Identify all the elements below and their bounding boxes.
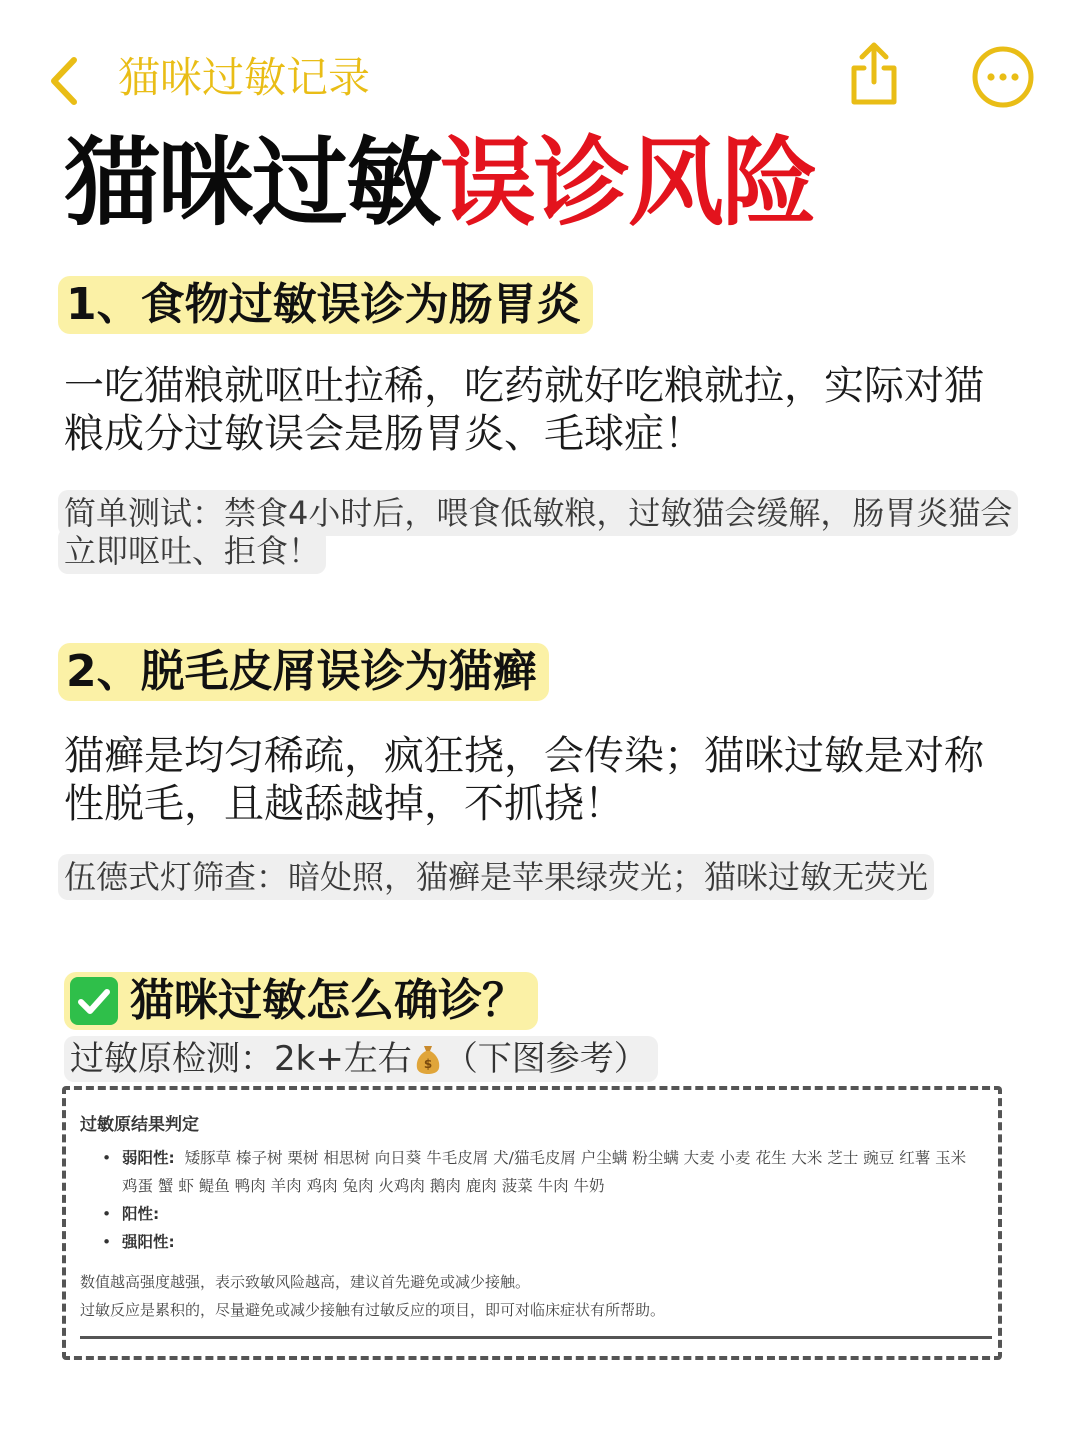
report-row-label: 弱阳性: <box>122 1149 175 1167</box>
report-title: 过敏原结果判定 <box>80 1115 199 1135</box>
share-icon <box>840 40 908 108</box>
section-1-body: 一吃猫粮就呕吐拉稀，吃药就好吃粮就拉，实际对猫粮成分过敏误会是肠胃炎、毛球症！ <box>64 363 984 457</box>
section-2-tip-text: 伍德式灯筛查：暗处照，猫癣是苹果绿荧光；猫咪过敏无荧光 <box>58 854 934 900</box>
section-1-heading: 1、食物过敏误诊为肠胃炎 <box>58 276 593 334</box>
more-button[interactable] <box>970 44 1036 110</box>
check-mark-icon <box>70 977 118 1025</box>
allergen-report-image <box>62 1086 1002 1360</box>
report-row-label: 阳性: <box>122 1205 160 1223</box>
section-1-tip <box>58 494 1020 570</box>
nav-title: 猫咪过敏记录 <box>118 53 371 102</box>
report-row-items: 矮豚草 榛子树 栗树 相思树 向日葵 牛毛皮屑 犬/猫毛皮屑 户尘螨 粉尘螨 大麦 小麦 花生 大米 芝士 豌豆 红薯 玉米 鸡蛋 蟹 虾 鳀鱼 鸭肉 羊肉 鸡肉 兔肉 火鸡肉 鹅肉 鹿肉 菠菜 牛肉 牛奶 <box>122 1149 967 1195</box>
title-red-part: 误诊风险 <box>440 127 816 239</box>
share-button[interactable] <box>840 40 908 108</box>
report-row-label: 强阳性: <box>122 1233 175 1251</box>
section-2-heading: 2、脱毛皮屑误诊为猫癣 <box>58 643 549 701</box>
diagnosis-heading <box>64 972 538 1030</box>
report-result-list <box>80 1144 980 1256</box>
test-suffix: （下图参考） <box>443 1039 648 1079</box>
title-black-part: 猫咪过敏 <box>64 127 440 239</box>
allergen-test-line <box>64 1036 658 1082</box>
report-note-1: 数值越高强度越强，表示致敏风险越高，建议首先避免或减少接触。 <box>80 1273 531 1291</box>
section-1-tip-text: 简单测试：禁食4小时后，喂食低敏粮，过敏猫会缓解，肠胃炎猫会立即呕吐、拒食！ <box>58 490 1018 574</box>
diagnosis-heading-text: 猫咪过敏怎么确诊？ <box>130 975 526 1026</box>
more-horizontal-icon <box>970 44 1036 110</box>
test-prefix: 过敏原检测：2k+左右 <box>70 1039 412 1079</box>
page-title <box>64 128 816 238</box>
chevron-left-icon <box>40 50 100 110</box>
report-note-2: 过敏反应是累积的，尽量避免或减少接触有过敏反应的项目，即可对临床症状有所帮助。 <box>80 1301 666 1319</box>
report-row-strong-positive <box>80 1228 980 1256</box>
svg-text:$: $ <box>423 1057 432 1071</box>
section-2-body: 猫癣是均匀稀疏，疯狂挠，会传染；猫咪过敏是对称性脱毛，且越舔越掉，不抓挠！ <box>64 733 984 827</box>
report-row-weak-positive <box>80 1144 980 1200</box>
report-row-positive <box>80 1200 980 1228</box>
report-divider <box>80 1336 992 1339</box>
money-bag-icon <box>414 1043 442 1075</box>
section-2-tip <box>58 858 958 896</box>
back-button[interactable] <box>40 50 100 110</box>
